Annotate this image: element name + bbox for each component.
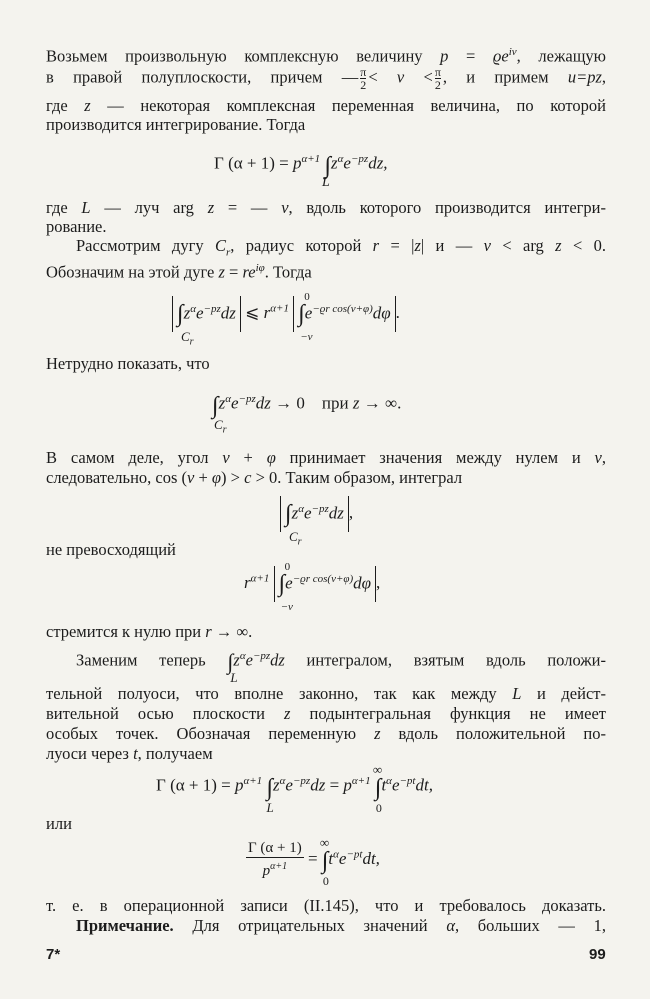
text-line-3: где z — некоторая комплексная переменная величина, по которой — [46, 96, 606, 115]
text-line-1: Возьмем произвольную комплексную величину $p = ϱe^{i\nu}$, лежащую — [46, 46, 606, 66]
footer-signature: 7* — [46, 946, 61, 963]
equation-arc-integral: $\int z^\alpha e^{-pz}dz$ $C_r$ , — [280, 496, 353, 540]
page-number: 99 — [589, 946, 606, 963]
text-line-10: В самом деле, угол ν + φ принимает значения между нулем и ν, — [46, 448, 606, 467]
text-line-9: Нетрудно показать, что — [46, 354, 210, 373]
equation-gamma-2: Γ $(\alpha + 1) = p^{\alpha+1}$ ∫ L $z^\alpha e^{-pz}dz = p^{\alpha+1}$ ∫ ∞ 0 $t^\alpha e^{-pt}dt$, — [156, 761, 433, 815]
equation-arc-limit: $\int z^\alpha e^{-pz}dz \to 0$ при z → ∞. $C_r$ — [212, 392, 402, 436]
text-line-17: особых точек. Обозначая переменную z вдоль положительной по- — [46, 724, 606, 743]
text-line-11: следовательно, cos (ν + φ) > c > 0. Таким образом, интеграл — [46, 468, 463, 487]
text-line-20: т. е. в операционной записи (II.145), что и требовалось доказать. — [46, 896, 606, 915]
text-line-4: производится интегрирование. Тогда — [46, 115, 306, 134]
equation-gamma-ratio: $\frac{\Gamma (\alpha + 1)}{p^{\alpha+1}}$ = ∫ ∞ 0 $t^\alpha e^{-pt}dt$, — [248, 834, 380, 888]
equation-bound: $r^{\alpha+1}$ $\int e^{-ϱr cos(\nu+\varphi)}d\varphi$ 0 −ν , — [244, 561, 381, 613]
equation-gamma-1: Γ $(\alpha + 1) = p^{\alpha+1}$ $\int z^\alpha e^{-pz}dz$, L — [214, 152, 388, 190]
equation-arc-estimate: $\int z^\alpha e^{-pz}dz$ $C_r$ ⩽ $r^{\alpha+1}$ $\int e^{-ϱr cos(\nu+\varphi)}d\varphi$ 0 −ν . — [172, 296, 400, 340]
text-line-5: где L — луч arg z = — ν, вдоль которого производится интегри- — [46, 198, 606, 217]
text-line-19: или — [46, 814, 72, 833]
text-line-21: Примечание. Для отрицательных значений α, больших — 1, — [76, 916, 606, 935]
text-line-6: рование. — [46, 217, 107, 236]
text-line-2: в правой полуплоскости, причем — $\frac{\pi}{2}$ < ν < $\frac{\pi}{2}$ , и примем u=pz, — [46, 65, 606, 92]
text-line-13: стремится к нулю при r → ∞. — [46, 622, 253, 641]
text-line-15: тельной полуоси, что вполне законно, так как между L и дейст- — [46, 684, 606, 703]
text-line-18: луоси через t, получаем — [46, 744, 213, 763]
text-line-14: Заменим теперь $\int z^\alpha e^{-pz}dz$ L интегралом, взятым вдоль положи- — [76, 648, 607, 685]
text-line-7: Рассмотрим дугу $C_r$, радиус которой r = |z| и — ν < arg z < 0. — [76, 236, 607, 259]
note-label: Примечание. — [76, 916, 174, 935]
text-line-8: Обозначим на этой дуге $z = re^{i\varphi}$. Тогда — [46, 262, 312, 282]
text-line-16: вительной осью плоскости z подынтегральная функция не имеет — [46, 704, 606, 723]
text-line-12: не превосходящий — [46, 540, 176, 559]
